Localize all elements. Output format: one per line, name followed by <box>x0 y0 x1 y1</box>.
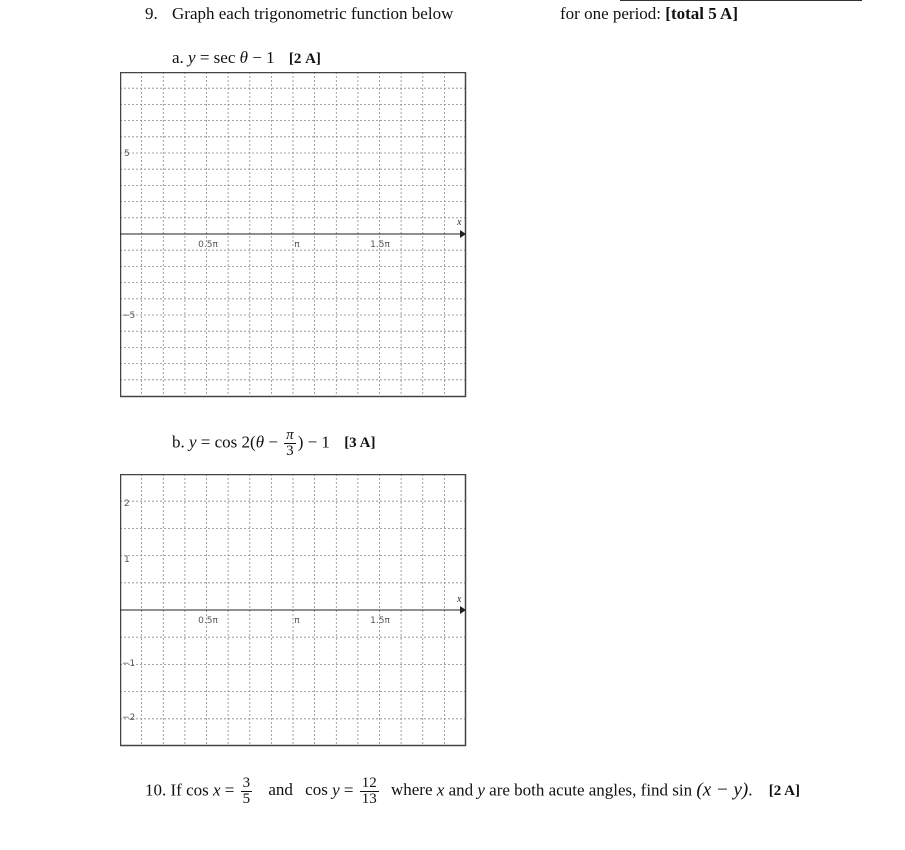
question-10-period: . <box>748 780 753 800</box>
part-a-equation <box>172 48 321 68</box>
top-rule <box>620 0 862 1</box>
part-a-tail: − 1 <box>248 48 275 67</box>
graph-b-ytick-3: −1 <box>122 659 136 669</box>
question-10-fraction-2 <box>360 776 379 807</box>
graph-b-ytick-2: 1 <box>124 555 130 565</box>
question-10-x: x <box>436 780 445 800</box>
part-b-equation <box>172 428 375 459</box>
question-9-suffix-text: for one period: <box>560 4 662 23</box>
question-10-y: y <box>477 780 485 800</box>
part-b-tail: ) − 1 <box>297 432 330 452</box>
question-10-expression: (x − y) <box>696 779 749 801</box>
graph-b-xtick-1: 0.5π <box>198 616 218 626</box>
graph-b-svg[interactable] <box>120 474 468 748</box>
part-a-theta: θ <box>239 48 248 67</box>
question-10-if: If cos <box>170 780 213 800</box>
question-10-frac1-num: 3 <box>242 775 251 791</box>
graph-a[interactable] <box>120 72 468 399</box>
part-b-lhs: y <box>189 432 197 452</box>
question-10-rest: are both acute angles, find sin <box>484 780 697 800</box>
graph-b-x-var: x <box>457 594 462 605</box>
question-10-frac1-den: 5 <box>242 791 251 807</box>
part-b-frac-num: π <box>286 427 294 443</box>
graph-b-ytick-4: −2 <box>122 713 136 723</box>
question-9-total-marks: [total 5 A] <box>665 4 738 23</box>
graph-a-xtick-3: 1.5π <box>370 240 390 250</box>
part-a-marks: [2 A] <box>288 51 321 67</box>
graph-a-ytick-2: −5 <box>122 311 136 321</box>
question-10-where: where <box>390 780 437 800</box>
part-b-theta: θ <box>255 432 265 452</box>
graph-b[interactable] <box>120 474 468 748</box>
question-10-frac2-den: 13 <box>361 791 377 807</box>
graph-a-ytick-1: 5 <box>124 149 130 159</box>
part-a-lhs: y <box>188 48 196 67</box>
question-10-cos-y: cos <box>305 780 333 800</box>
part-a-label: a. <box>172 48 184 67</box>
question-10-var-y: y <box>332 780 340 800</box>
question-10 <box>145 776 800 807</box>
part-b-minus: − <box>264 432 283 452</box>
graph-a-x-var: x <box>457 217 462 228</box>
graph-b-xtick-2: π <box>294 616 300 626</box>
graph-b-ytick-1: 2 <box>124 499 130 509</box>
question-9-number: 9. <box>145 4 158 23</box>
question-10-frac2-num: 12 <box>361 775 377 791</box>
part-a-eq: = sec <box>195 48 240 67</box>
question-10-eq1: = <box>220 780 239 800</box>
question-10-fraction-1 <box>241 776 253 807</box>
question-9-text: Graph each trigonometric function below <box>172 4 454 23</box>
part-b-marks: [3 A] <box>344 435 376 452</box>
part-b-fraction <box>284 428 296 459</box>
graph-a-svg[interactable] <box>120 72 468 399</box>
question-10-number: 10. <box>145 780 167 800</box>
question-10-eq2: = <box>339 780 358 800</box>
graph-a-xtick-1: 0.5π <box>198 240 218 250</box>
question-9-suffix <box>560 4 738 24</box>
question-9-header <box>145 4 453 24</box>
question-10-and2: and <box>444 780 478 800</box>
question-10-and: and <box>268 780 293 800</box>
part-b-frac-den: 3 <box>284 443 296 459</box>
part-b-eq: = cos 2( <box>196 432 256 452</box>
part-b-label: b. <box>172 432 185 452</box>
graph-a-xtick-2: π <box>294 240 300 250</box>
question-10-marks: [2 A] <box>768 783 800 800</box>
graph-b-xtick-3: 1.5π <box>370 616 390 626</box>
question-10-var-x: x <box>212 780 221 800</box>
